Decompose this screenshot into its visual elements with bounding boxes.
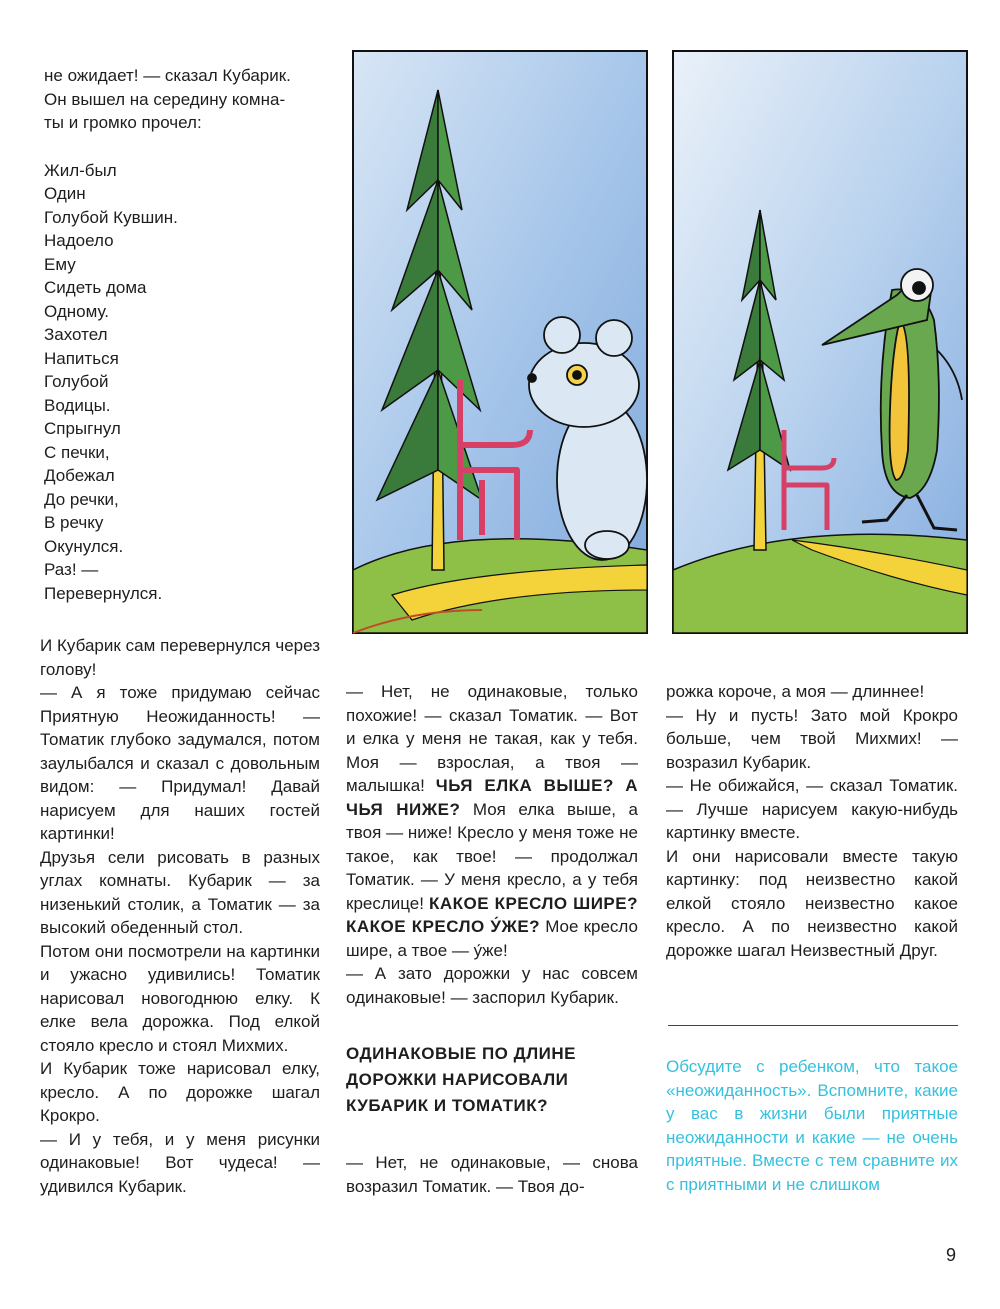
tomatik-picture bbox=[352, 50, 648, 634]
poem-line: В речку bbox=[44, 513, 104, 532]
page-number: 9 bbox=[946, 1245, 957, 1265]
question-highlight: ЧЬЯ ЕЛКА ВЫШЕ? А ЧЬЯ НИЖЕ? bbox=[346, 776, 638, 819]
poem-line: Голубой bbox=[44, 372, 109, 391]
paragraph: И Кубарик сам перевернулся через голову! bbox=[40, 636, 320, 679]
left-column-top bbox=[44, 64, 322, 605]
intro-line: ты и громко прочел: bbox=[44, 113, 202, 132]
poem-line: Добежал bbox=[44, 466, 115, 485]
poem-line: Надоело bbox=[44, 231, 114, 250]
paragraph: И они нарисовали вместе такую картинку: под неизвестно какой елкой стояло неизвестно какое кресло. А по неизвестно какой дорожке шагал Неизвестный Друг. bbox=[666, 846, 958, 960]
paragraph: — А я тоже придумаю сейчас Приятную Неожиданность! — Томатик глубоко задумался, потом заулыбался и сказал с довольным видом: — Придумал! Давай нарисуем для наших гостей картинки! bbox=[40, 683, 320, 843]
poem-line: Окунулся. bbox=[44, 536, 124, 556]
poem-line: Раз! — bbox=[44, 560, 99, 579]
poem-line: Голубой Кувшин. bbox=[44, 207, 178, 227]
poem-line: Спрыгнул bbox=[44, 419, 121, 438]
paragraph: И Кубарик тоже нарисовал елку, кресло. А по дорожке шагал Крокро. bbox=[40, 1059, 320, 1125]
text-run: Мое кресло шире, а твое — у́же! bbox=[346, 917, 639, 960]
poem-line: Захотел bbox=[44, 325, 108, 344]
poem-line: Перевернулся. bbox=[44, 583, 163, 603]
poem-line: Водицы. bbox=[44, 395, 111, 415]
paragraph: рожка короче, а моя — длиннее! bbox=[666, 682, 925, 701]
poem-line: Жил-был bbox=[44, 160, 117, 180]
paragraph: Потом они посмотрели на картинки и ужасно удивились! Томатик нарисовал новогоднюю елку. К елке вела дорожка. Под елкой стояло кресло и стоял Михмих. bbox=[40, 941, 320, 1055]
right-column bbox=[666, 680, 958, 962]
question-highlight: КАКОЕ КРЕСЛО ШИРЕ? КАКОЕ КРЕСЛО У́ЖЕ? bbox=[346, 893, 638, 936]
text-run: Моя елка выше, а твоя — ниже! Кресло у меня тоже не такое, как твое! — продолжал Томатик. — У меня кресло, а у тебя креслице! bbox=[346, 799, 638, 913]
kubarik-picture bbox=[672, 50, 968, 634]
section-question: ОДИНАКОВЫЕ ПО ДЛИНЕ ДОРОЖКИ НАРИСОВАЛИ КУБАРИК И ТОМАТИК? bbox=[346, 1044, 577, 1115]
paragraph: — А зато дорожки у нас совсем одинаковые! — заспорил Кубарик. bbox=[346, 964, 638, 1007]
intro-line: не ожидает! — сказал Кубарик. bbox=[44, 66, 291, 85]
divider-line bbox=[668, 1025, 958, 1026]
poem-line: До речки, bbox=[44, 489, 119, 509]
paragraph: Друзья сели рисовать в разных углах комнаты. Кубарик — за низенький столик, а Томатик — за высокий обеденный стол. bbox=[40, 847, 320, 937]
poem-line: Ему bbox=[44, 254, 76, 274]
poem-line: Одному. bbox=[44, 301, 110, 321]
poem-line: Напиться bbox=[44, 348, 119, 368]
paragraph: — Ну и пусть! Зато мой Крокро больше, чем твой Михмих! — возразил Кубарик. bbox=[666, 705, 958, 772]
poem-line: С печки, bbox=[44, 442, 110, 462]
intro-line: Он вышел на середину комна- bbox=[44, 89, 286, 109]
paragraph: — Нет, не одинаковые, — снова возразил Томатик. — Твоя до- bbox=[346, 1153, 638, 1196]
paragraph: — Не обижайся, — сказал Томатик. — Лучше нарисуем какую-нибудь картинку вместе. bbox=[666, 776, 958, 842]
paragraph bbox=[346, 680, 638, 962]
poem-line: Один bbox=[44, 184, 86, 203]
poem-line: Сидеть дома bbox=[44, 278, 147, 297]
poem bbox=[44, 159, 322, 606]
paragraph: — И у тебя, и у меня рисунки одинаковые! Вот чудеса! — удивился Кубарик. bbox=[40, 1129, 320, 1196]
text-run: — Нет, не одинаковые, только похожие! — сказал Томатик. — Вот и елка у меня не такая, как у тебя. Моя — взрослая, а твоя — малышка! bbox=[346, 682, 638, 795]
left-column-bottom bbox=[40, 634, 320, 1198]
middle-column bbox=[346, 680, 638, 1198]
parent-note: Обсудите с ребенком, что такое «неожиданность». Вспомните, какие у вас в жизни были приятные неожиданности и какие — не очень приятные. Вместе с тем сравните их с приятными и не слишком bbox=[666, 1057, 958, 1194]
